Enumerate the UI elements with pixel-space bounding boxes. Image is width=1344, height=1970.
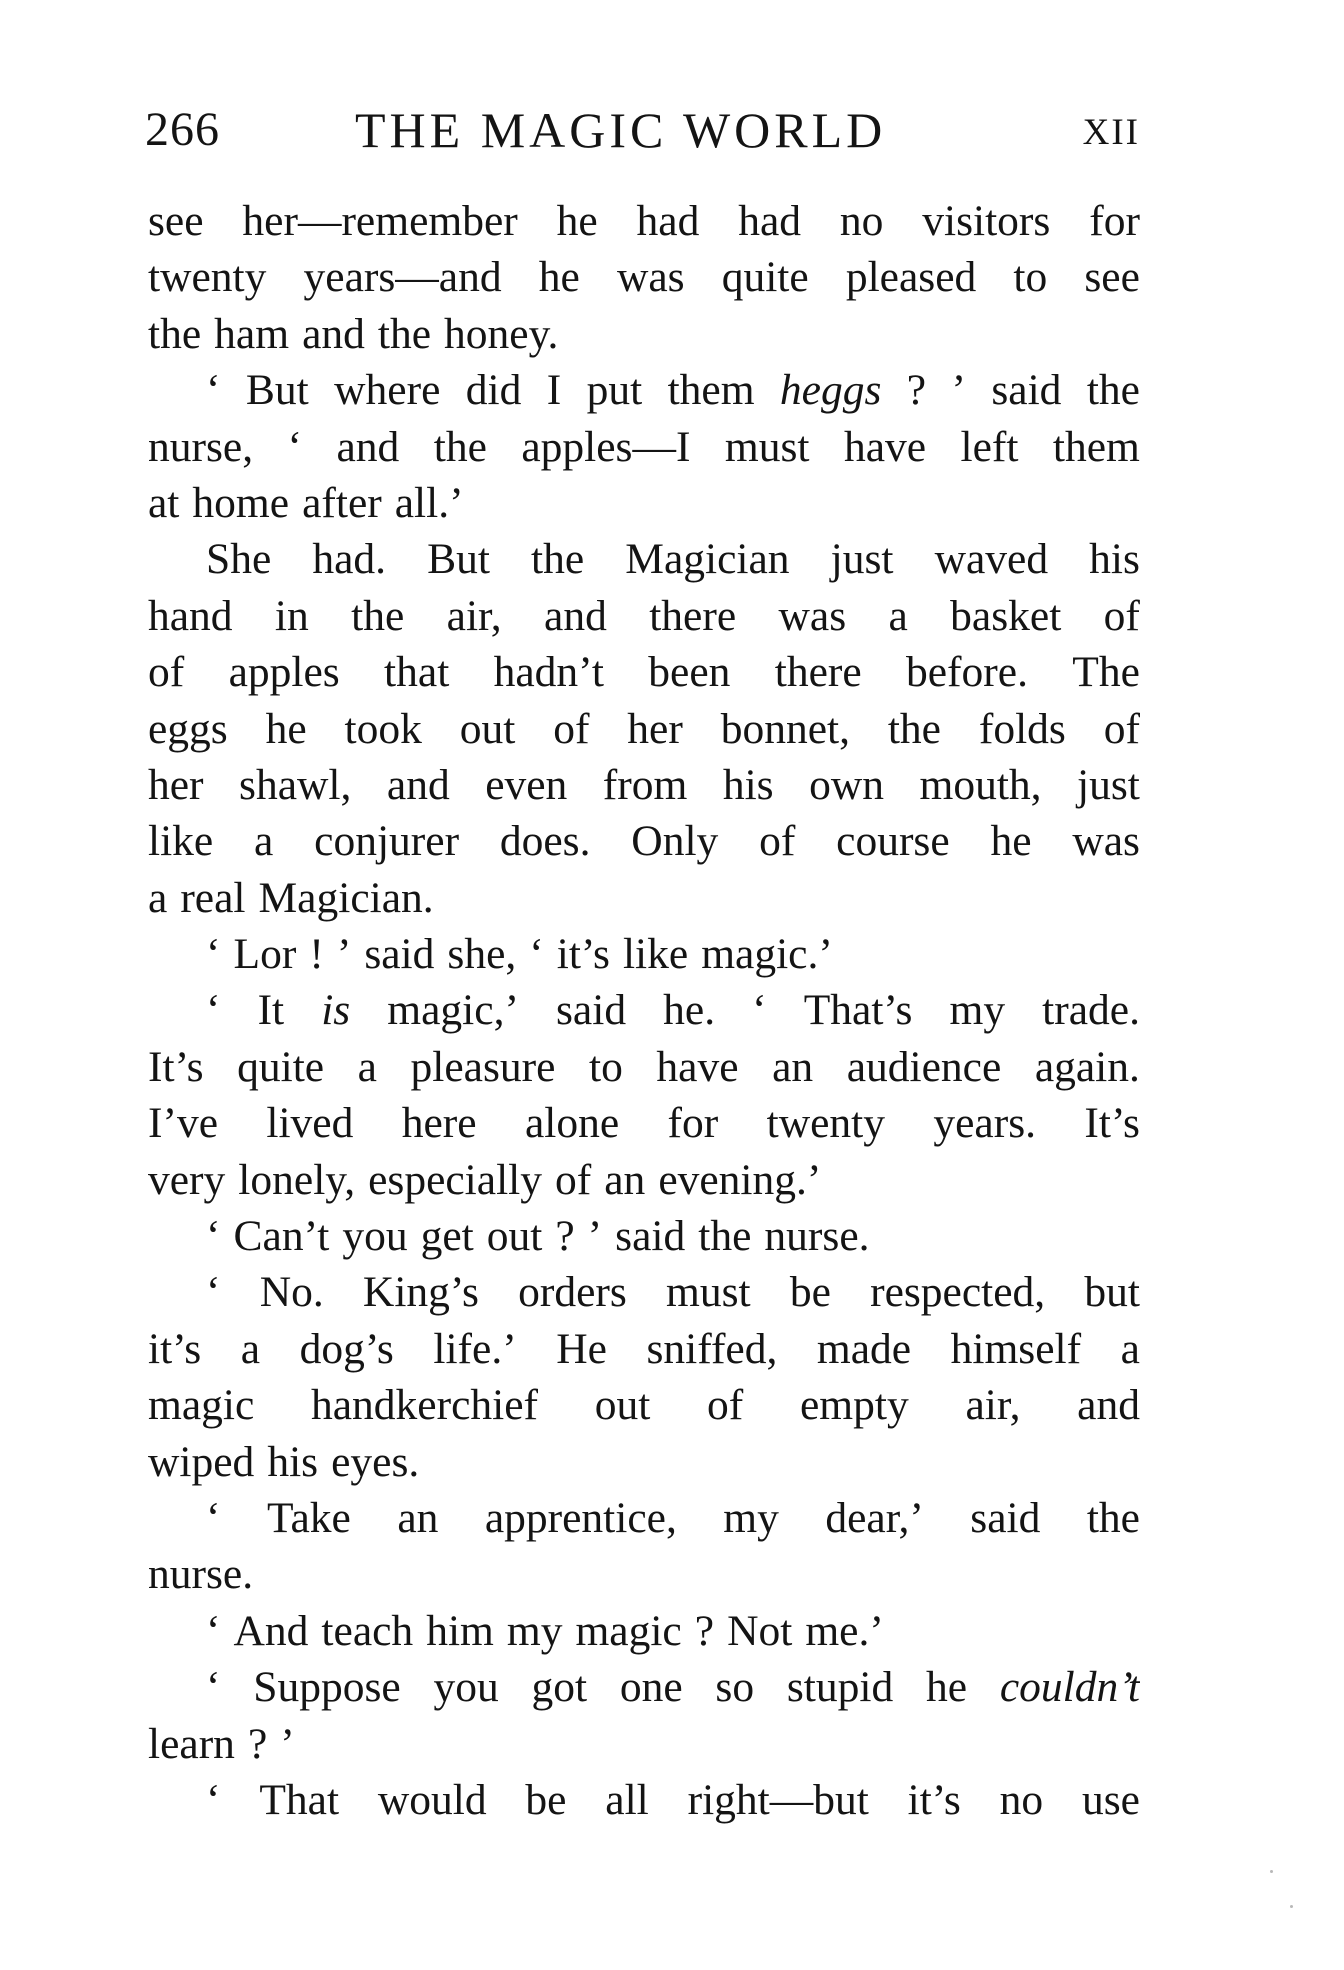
word: apprentice, <box>484 1493 677 1542</box>
word: after <box>302 478 382 527</box>
word: one <box>619 1663 683 1712</box>
word: me.’ <box>805 1606 884 1655</box>
word: even <box>485 760 568 809</box>
word: of <box>148 648 185 697</box>
word: lived <box>266 1099 354 1148</box>
word: just <box>1077 760 1140 809</box>
word: ham <box>214 309 290 358</box>
word: his <box>1089 535 1140 584</box>
word: Not <box>727 1606 793 1655</box>
word: that <box>384 648 450 697</box>
word: an <box>772 1042 814 1091</box>
text-line <box>148 419 1140 475</box>
word: the <box>1086 366 1140 415</box>
word: ’ <box>951 366 966 415</box>
word: couldn’t <box>999 1663 1140 1712</box>
word: for <box>1089 197 1140 245</box>
word: ? <box>247 1719 268 1768</box>
word: put <box>586 366 643 415</box>
word: was <box>1072 817 1140 866</box>
word: She <box>206 535 272 584</box>
text-line <box>148 1264 1140 1320</box>
word: ? <box>555 1212 575 1261</box>
word: years. <box>933 1099 1037 1148</box>
word: magic <box>575 1606 682 1655</box>
word: trade. <box>1042 986 1140 1035</box>
word: of <box>1103 591 1140 640</box>
word: air, <box>965 1381 1021 1430</box>
word: quite <box>237 1042 325 1091</box>
word: own <box>809 760 885 809</box>
word: the <box>1086 1493 1140 1542</box>
word: pleasure <box>410 1042 556 1091</box>
word: I’ve <box>148 1099 219 1148</box>
word: bonnet, <box>720 704 850 753</box>
word: it’s <box>556 930 610 979</box>
word: a <box>357 1042 377 1091</box>
text-line <box>148 701 1140 757</box>
word: have <box>656 1042 739 1091</box>
word: there <box>774 648 862 697</box>
word: he <box>990 817 1032 866</box>
word: ’ <box>336 930 352 979</box>
word: nurse, <box>148 422 254 471</box>
body-text <box>148 193 1140 1828</box>
text-line <box>148 1659 1140 1715</box>
word: a <box>254 817 274 866</box>
word: she, <box>447 930 517 979</box>
word: to <box>589 1042 623 1091</box>
text-line <box>148 1603 1140 1659</box>
word: his <box>267 1437 319 1486</box>
word: out <box>486 1212 543 1261</box>
word: hadn’t <box>493 648 604 697</box>
word: of <box>759 817 796 866</box>
word: It’s <box>1084 1099 1140 1148</box>
word: must <box>666 1268 751 1317</box>
word: Can’t <box>233 1212 330 1261</box>
word: dear,’ <box>825 1493 924 1542</box>
word: ‘ <box>206 1493 221 1542</box>
word: said <box>364 930 435 979</box>
text-line <box>148 1377 1140 1433</box>
text-line <box>148 813 1140 869</box>
word: ? <box>906 366 927 415</box>
word: ‘ <box>287 422 303 471</box>
word: did <box>465 366 522 415</box>
text-line <box>148 531 1140 587</box>
word: of <box>707 1381 744 1430</box>
word: left <box>960 422 1019 471</box>
text-line <box>148 982 1140 1038</box>
word: my <box>949 986 1006 1035</box>
word: apples—I <box>521 422 691 471</box>
word: heggs <box>779 366 882 415</box>
word: years—and <box>303 253 502 302</box>
word: ‘ <box>206 1775 221 1824</box>
word: he <box>538 253 580 302</box>
text-line <box>148 1208 1140 1264</box>
word: his <box>722 760 774 809</box>
word: was <box>616 253 685 302</box>
word: them <box>667 366 755 415</box>
word: see <box>148 197 204 245</box>
word: be <box>789 1268 831 1317</box>
word: them <box>1052 422 1140 471</box>
word: orders <box>518 1268 627 1317</box>
word: all <box>605 1775 649 1824</box>
text-line <box>148 306 1140 362</box>
word: That’s <box>803 986 913 1035</box>
word: twenty <box>148 253 267 302</box>
word: have <box>843 422 927 471</box>
page-number: 266 <box>145 103 220 156</box>
word: the <box>433 422 487 471</box>
word: teach <box>321 1606 414 1655</box>
word: learn <box>148 1719 235 1768</box>
word: the <box>887 704 941 753</box>
word: a <box>888 591 908 640</box>
word: hand <box>148 591 233 640</box>
text-line <box>148 1434 1140 1490</box>
text-line <box>148 1772 1140 1828</box>
word: the <box>698 1212 752 1261</box>
word: dog’s <box>299 1324 394 1373</box>
word: ‘ <box>206 1268 221 1317</box>
word: said <box>615 1212 686 1261</box>
word: real <box>180 873 246 922</box>
word: an <box>604 1155 646 1204</box>
word: a <box>1120 1324 1140 1373</box>
word: to <box>1013 253 1048 302</box>
word: my <box>723 1493 779 1542</box>
word: ! <box>309 930 324 979</box>
word: here <box>401 1099 477 1148</box>
word: would <box>377 1775 487 1824</box>
word: out <box>459 704 516 753</box>
word: her—remember <box>242 197 518 245</box>
running-title: THE MAGIC WORLD <box>355 102 887 158</box>
word: must <box>724 422 810 471</box>
word: of <box>555 1155 592 1204</box>
word: pleased <box>845 253 977 302</box>
word: ‘ <box>206 986 221 1035</box>
word: very <box>148 1155 226 1204</box>
word: Magician <box>625 535 790 584</box>
word: and <box>336 422 400 471</box>
word: so <box>715 1663 755 1712</box>
word: sniffed, <box>646 1324 778 1373</box>
text-line <box>148 757 1140 813</box>
word: ‘ <box>206 930 221 979</box>
running-head <box>145 95 1140 165</box>
word: a <box>148 873 168 922</box>
paper-speck <box>1270 1870 1273 1873</box>
word: an <box>397 1493 439 1542</box>
text-line <box>148 1716 1140 1772</box>
word: of <box>1103 704 1140 753</box>
word: magic <box>148 1381 255 1430</box>
text-line <box>148 1321 1140 1377</box>
word: air, <box>446 591 502 640</box>
text-line <box>148 249 1140 305</box>
word: course <box>836 817 950 866</box>
word: it’s <box>907 1775 961 1824</box>
word: before. <box>906 648 1028 697</box>
word: see <box>1084 253 1140 302</box>
word: empty <box>800 1381 909 1430</box>
word: at <box>148 478 180 527</box>
word: and <box>1077 1381 1140 1430</box>
word: is <box>321 986 351 1035</box>
word: her <box>148 760 204 809</box>
word: It <box>257 986 285 1035</box>
word: got <box>531 1663 588 1712</box>
word: magic.’ <box>701 930 833 979</box>
text-line <box>148 926 1140 982</box>
word: ‘ <box>206 1663 221 1712</box>
word: get <box>420 1212 474 1261</box>
text-line <box>148 588 1140 644</box>
word: but <box>1084 1268 1140 1317</box>
word: ‘ <box>529 930 544 979</box>
text-line <box>148 362 1140 418</box>
word: Lor <box>233 930 297 979</box>
word: magic,’ <box>387 986 519 1035</box>
word: himself <box>950 1324 1082 1373</box>
word: and <box>386 760 450 809</box>
word: basket <box>950 591 1062 640</box>
chapter-number: XII <box>1082 112 1140 153</box>
word: But <box>427 535 490 584</box>
word: a <box>240 1324 261 1373</box>
word: again. <box>1034 1042 1140 1091</box>
word: It’s <box>148 1042 204 1091</box>
word: But <box>245 366 309 415</box>
word: twenty <box>766 1099 886 1148</box>
word: my <box>506 1606 563 1655</box>
word: eggs <box>148 704 228 753</box>
word: out <box>594 1381 651 1430</box>
text-line <box>148 1039 1140 1095</box>
word: said <box>556 986 627 1035</box>
word: him <box>426 1606 494 1655</box>
text-line <box>148 475 1140 531</box>
word: and <box>302 309 365 358</box>
word: ? <box>694 1606 715 1655</box>
word: be <box>525 1775 567 1824</box>
word: stupid <box>786 1663 894 1712</box>
word: you <box>433 1663 499 1712</box>
word: home <box>192 478 290 527</box>
word: And <box>233 1606 309 1655</box>
word: mouth, <box>919 760 1042 809</box>
word: he <box>926 1663 968 1712</box>
word: ‘ <box>206 1606 221 1655</box>
word: the <box>351 591 405 640</box>
word: wiped <box>148 1437 255 1486</box>
word: honey. <box>444 309 559 358</box>
word: took <box>344 704 422 753</box>
word: The <box>1072 648 1140 697</box>
word: respected, <box>870 1268 1046 1317</box>
word: her <box>627 704 683 753</box>
word: had <box>738 197 802 245</box>
word: it’s <box>148 1324 202 1373</box>
word: said <box>970 1493 1041 1542</box>
word: alone <box>524 1099 620 1148</box>
paper-speck <box>1290 1905 1293 1908</box>
word: use <box>1081 1775 1140 1824</box>
word: evening.’ <box>658 1155 822 1204</box>
text-line <box>148 1546 1140 1602</box>
word: ‘ <box>206 366 221 415</box>
word: Take <box>266 1493 351 1542</box>
word: King’s <box>362 1268 479 1317</box>
word: I <box>546 366 562 415</box>
word: ’ <box>587 1212 603 1261</box>
text-line <box>148 1152 1140 1208</box>
word: waved <box>934 535 1049 584</box>
word: no <box>839 197 884 245</box>
word: of <box>553 704 590 753</box>
word: folds <box>978 704 1066 753</box>
word: shawl, <box>239 760 352 809</box>
text-line <box>148 870 1140 926</box>
word: and <box>544 591 607 640</box>
word: been <box>648 648 731 697</box>
word: just <box>830 535 894 584</box>
word: the <box>531 535 585 584</box>
word: from <box>602 760 688 809</box>
word: ‘ <box>206 1212 221 1261</box>
word: He <box>556 1324 607 1373</box>
word: was <box>778 591 847 640</box>
word: said <box>991 366 1062 415</box>
text-line <box>148 1095 1140 1151</box>
word: ‘ <box>752 986 767 1035</box>
word: right—but <box>687 1775 869 1824</box>
word: for <box>667 1099 719 1148</box>
word: lonely, <box>238 1155 356 1204</box>
word: where <box>334 366 441 415</box>
word: there <box>649 591 737 640</box>
word: you <box>342 1212 408 1261</box>
word: he <box>265 704 307 753</box>
word: visitors <box>922 197 1051 245</box>
word: nurse. <box>764 1212 870 1261</box>
word: all.’ <box>394 478 464 527</box>
word: conjurer <box>314 817 460 866</box>
word: the <box>148 309 202 358</box>
word: No. <box>259 1268 324 1317</box>
word: especially <box>368 1155 542 1204</box>
word: he. <box>663 986 716 1035</box>
text-line <box>148 193 1140 249</box>
word: audience <box>846 1042 1002 1091</box>
word: eyes. <box>331 1437 420 1486</box>
word: in <box>274 591 309 640</box>
word: ’ <box>280 1719 295 1768</box>
word: life.’ <box>433 1324 517 1373</box>
word: like <box>148 817 214 866</box>
word: does. <box>499 817 591 866</box>
word: quite <box>721 253 809 302</box>
word: Magician. <box>258 873 434 922</box>
word: no <box>999 1775 1044 1824</box>
word: That <box>259 1775 340 1824</box>
word: Suppose <box>253 1663 401 1712</box>
word: he <box>556 197 598 245</box>
word: had. <box>312 535 387 584</box>
word: nurse. <box>148 1550 254 1599</box>
text-line <box>148 1490 1140 1546</box>
word: made <box>816 1324 912 1373</box>
word: the <box>377 309 432 358</box>
text-line <box>148 644 1140 700</box>
word: apples <box>228 648 340 697</box>
word: handkerchief <box>311 1381 539 1430</box>
word: Only <box>631 817 719 866</box>
word: like <box>622 930 689 979</box>
word: had <box>636 197 700 245</box>
